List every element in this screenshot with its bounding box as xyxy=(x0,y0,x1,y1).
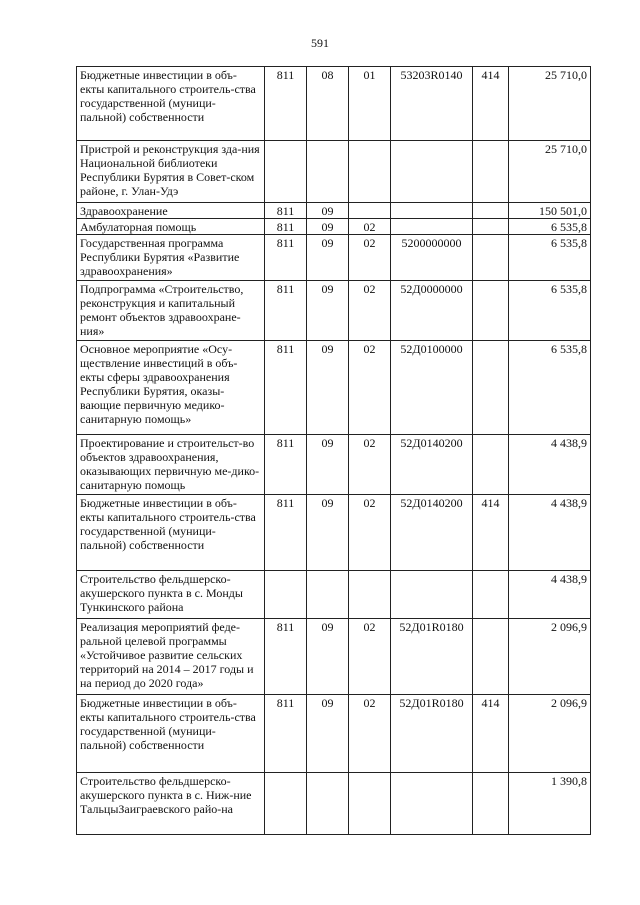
table-row xyxy=(77,141,591,203)
row-name-cell: Бюджетные инвестиции в объ-екты капитального строитель-ства государственной (муници-пальной) собственности xyxy=(77,495,265,571)
row-name-cell: Бюджетные инвестиции в объ-екты капитального строитель-ства государственной (муници-пальной) собственности xyxy=(77,695,265,773)
csr-cell xyxy=(391,571,473,619)
pr-cell: 02 xyxy=(349,695,391,773)
table-row xyxy=(77,203,591,219)
rz-cell: 09 xyxy=(307,695,349,773)
csr-cell: 53203R0140 xyxy=(391,67,473,141)
row-name-cell: Основное мероприятие «Осу-ществление инвестиций в объ-екты сферы здравоохранения Республики Бурятия, оказы-вающие первичную медико-санитарную помощь» xyxy=(77,341,265,435)
ved-cell xyxy=(265,141,307,203)
pr-cell: 02 xyxy=(349,341,391,435)
ved-cell: 811 xyxy=(265,281,307,341)
rz-cell xyxy=(307,141,349,203)
pr-cell xyxy=(349,203,391,219)
table-row xyxy=(77,435,591,495)
amount-cell: 4 438,9 xyxy=(509,571,591,619)
vr-cell xyxy=(473,773,509,835)
pr-cell: 02 xyxy=(349,495,391,571)
amount-cell: 6 535,8 xyxy=(509,281,591,341)
rz-cell: 09 xyxy=(307,235,349,281)
amount-cell: 6 535,8 xyxy=(509,235,591,281)
vr-cell xyxy=(473,219,509,235)
amount-cell: 4 438,9 xyxy=(509,495,591,571)
rz-cell: 09 xyxy=(307,281,349,341)
table-row xyxy=(77,773,591,835)
row-name-cell: Бюджетные инвестиции в объ- екты капитального строитель-ства государственной (муници-пальной) собственности xyxy=(77,67,265,141)
amount-cell: 25 710,0 xyxy=(509,141,591,203)
table-row xyxy=(77,219,591,235)
row-name-cell: Амбулаторная помощь xyxy=(77,219,265,235)
budget-table xyxy=(76,66,591,835)
pr-cell: 02 xyxy=(349,219,391,235)
ved-cell xyxy=(265,571,307,619)
rz-cell xyxy=(307,571,349,619)
vr-cell xyxy=(473,341,509,435)
rz-cell: 09 xyxy=(307,435,349,495)
vr-cell: 414 xyxy=(473,495,509,571)
table-row xyxy=(77,571,591,619)
pr-cell: 02 xyxy=(349,281,391,341)
csr-cell xyxy=(391,773,473,835)
csr-cell xyxy=(391,141,473,203)
rz-cell xyxy=(307,773,349,835)
csr-cell: 52Д0000000 xyxy=(391,281,473,341)
ved-cell: 811 xyxy=(265,619,307,695)
amount-cell: 150 501,0 xyxy=(509,203,591,219)
vr-cell xyxy=(473,281,509,341)
rz-cell: 09 xyxy=(307,341,349,435)
table-row xyxy=(77,235,591,281)
vr-cell xyxy=(473,571,509,619)
ved-cell: 811 xyxy=(265,695,307,773)
rz-cell: 09 xyxy=(307,495,349,571)
table-row xyxy=(77,281,591,341)
pr-cell xyxy=(349,773,391,835)
row-name-cell: Строительство фельдшерско-акушерского пункта в с. Ниж-ние ТальцыЗаиграевского райо-на xyxy=(77,773,265,835)
pr-cell xyxy=(349,141,391,203)
ved-cell: 811 xyxy=(265,235,307,281)
row-name-cell: Государственная программа Республики Бурятия «Развитие здравоохранения» xyxy=(77,235,265,281)
ved-cell: 811 xyxy=(265,495,307,571)
ved-cell: 811 xyxy=(265,219,307,235)
amount-cell: 6 535,8 xyxy=(509,219,591,235)
row-name-cell: Реализация мероприятий феде-ральной целевой программы «Устойчивое развитие сельских территорий на 2014 – 2017 годы и на период до 2020 года» xyxy=(77,619,265,695)
row-name-cell: Строительство фельдшерско-акушерского пункта в с. Монды Тункинского района xyxy=(77,571,265,619)
amount-cell: 6 535,8 xyxy=(509,341,591,435)
rz-cell: 09 xyxy=(307,619,349,695)
row-name-cell: Подпрограмма «Строительство, реконструкция и капитальный ремонт объектов здравоохране-ния» xyxy=(77,281,265,341)
amount-cell: 2 096,9 xyxy=(509,695,591,773)
pr-cell: 01 xyxy=(349,67,391,141)
vr-cell: 414 xyxy=(473,67,509,141)
csr-cell: 52Д0140200 xyxy=(391,435,473,495)
csr-cell xyxy=(391,219,473,235)
table-row xyxy=(77,495,591,571)
pr-cell xyxy=(349,571,391,619)
ved-cell: 811 xyxy=(265,203,307,219)
amount-cell: 1 390,8 xyxy=(509,773,591,835)
ved-cell: 811 xyxy=(265,341,307,435)
row-name-cell: Здравоохранение xyxy=(77,203,265,219)
page-number: 591 xyxy=(311,36,329,50)
csr-cell: 5200000000 xyxy=(391,235,473,281)
pr-cell: 02 xyxy=(349,619,391,695)
rz-cell: 08 xyxy=(307,67,349,141)
vr-cell: 414 xyxy=(473,695,509,773)
csr-cell: 52Д0140200 xyxy=(391,495,473,571)
pr-cell: 02 xyxy=(349,235,391,281)
csr-cell: 52Д01R0180 xyxy=(391,619,473,695)
ved-cell: 811 xyxy=(265,435,307,495)
table-row xyxy=(77,67,591,141)
table-row xyxy=(77,619,591,695)
table-row xyxy=(77,695,591,773)
vr-cell xyxy=(473,235,509,281)
rz-cell: 09 xyxy=(307,203,349,219)
pr-cell: 02 xyxy=(349,435,391,495)
vr-cell xyxy=(473,203,509,219)
amount-cell: 4 438,9 xyxy=(509,435,591,495)
row-name-cell: Проектирование и строительст-во объектов здравоохранения, оказывающих первичную ме-дико-санитарную помощь xyxy=(77,435,265,495)
csr-cell: 52Д01R0180 xyxy=(391,695,473,773)
amount-cell: 2 096,9 xyxy=(509,619,591,695)
ved-cell: 811 xyxy=(265,67,307,141)
amount-cell: 25 710,0 xyxy=(509,67,591,141)
csr-cell: 52Д0100000 xyxy=(391,341,473,435)
row-name-cell: Пристрой и реконструкция зда-ния Национальной библиотеки Республики Бурятия в Совет-ском районе, г. Улан-Удэ xyxy=(77,141,265,203)
vr-cell xyxy=(473,141,509,203)
csr-cell xyxy=(391,203,473,219)
ved-cell xyxy=(265,773,307,835)
table-row xyxy=(77,341,591,435)
vr-cell xyxy=(473,435,509,495)
vr-cell xyxy=(473,619,509,695)
rz-cell: 09 xyxy=(307,219,349,235)
